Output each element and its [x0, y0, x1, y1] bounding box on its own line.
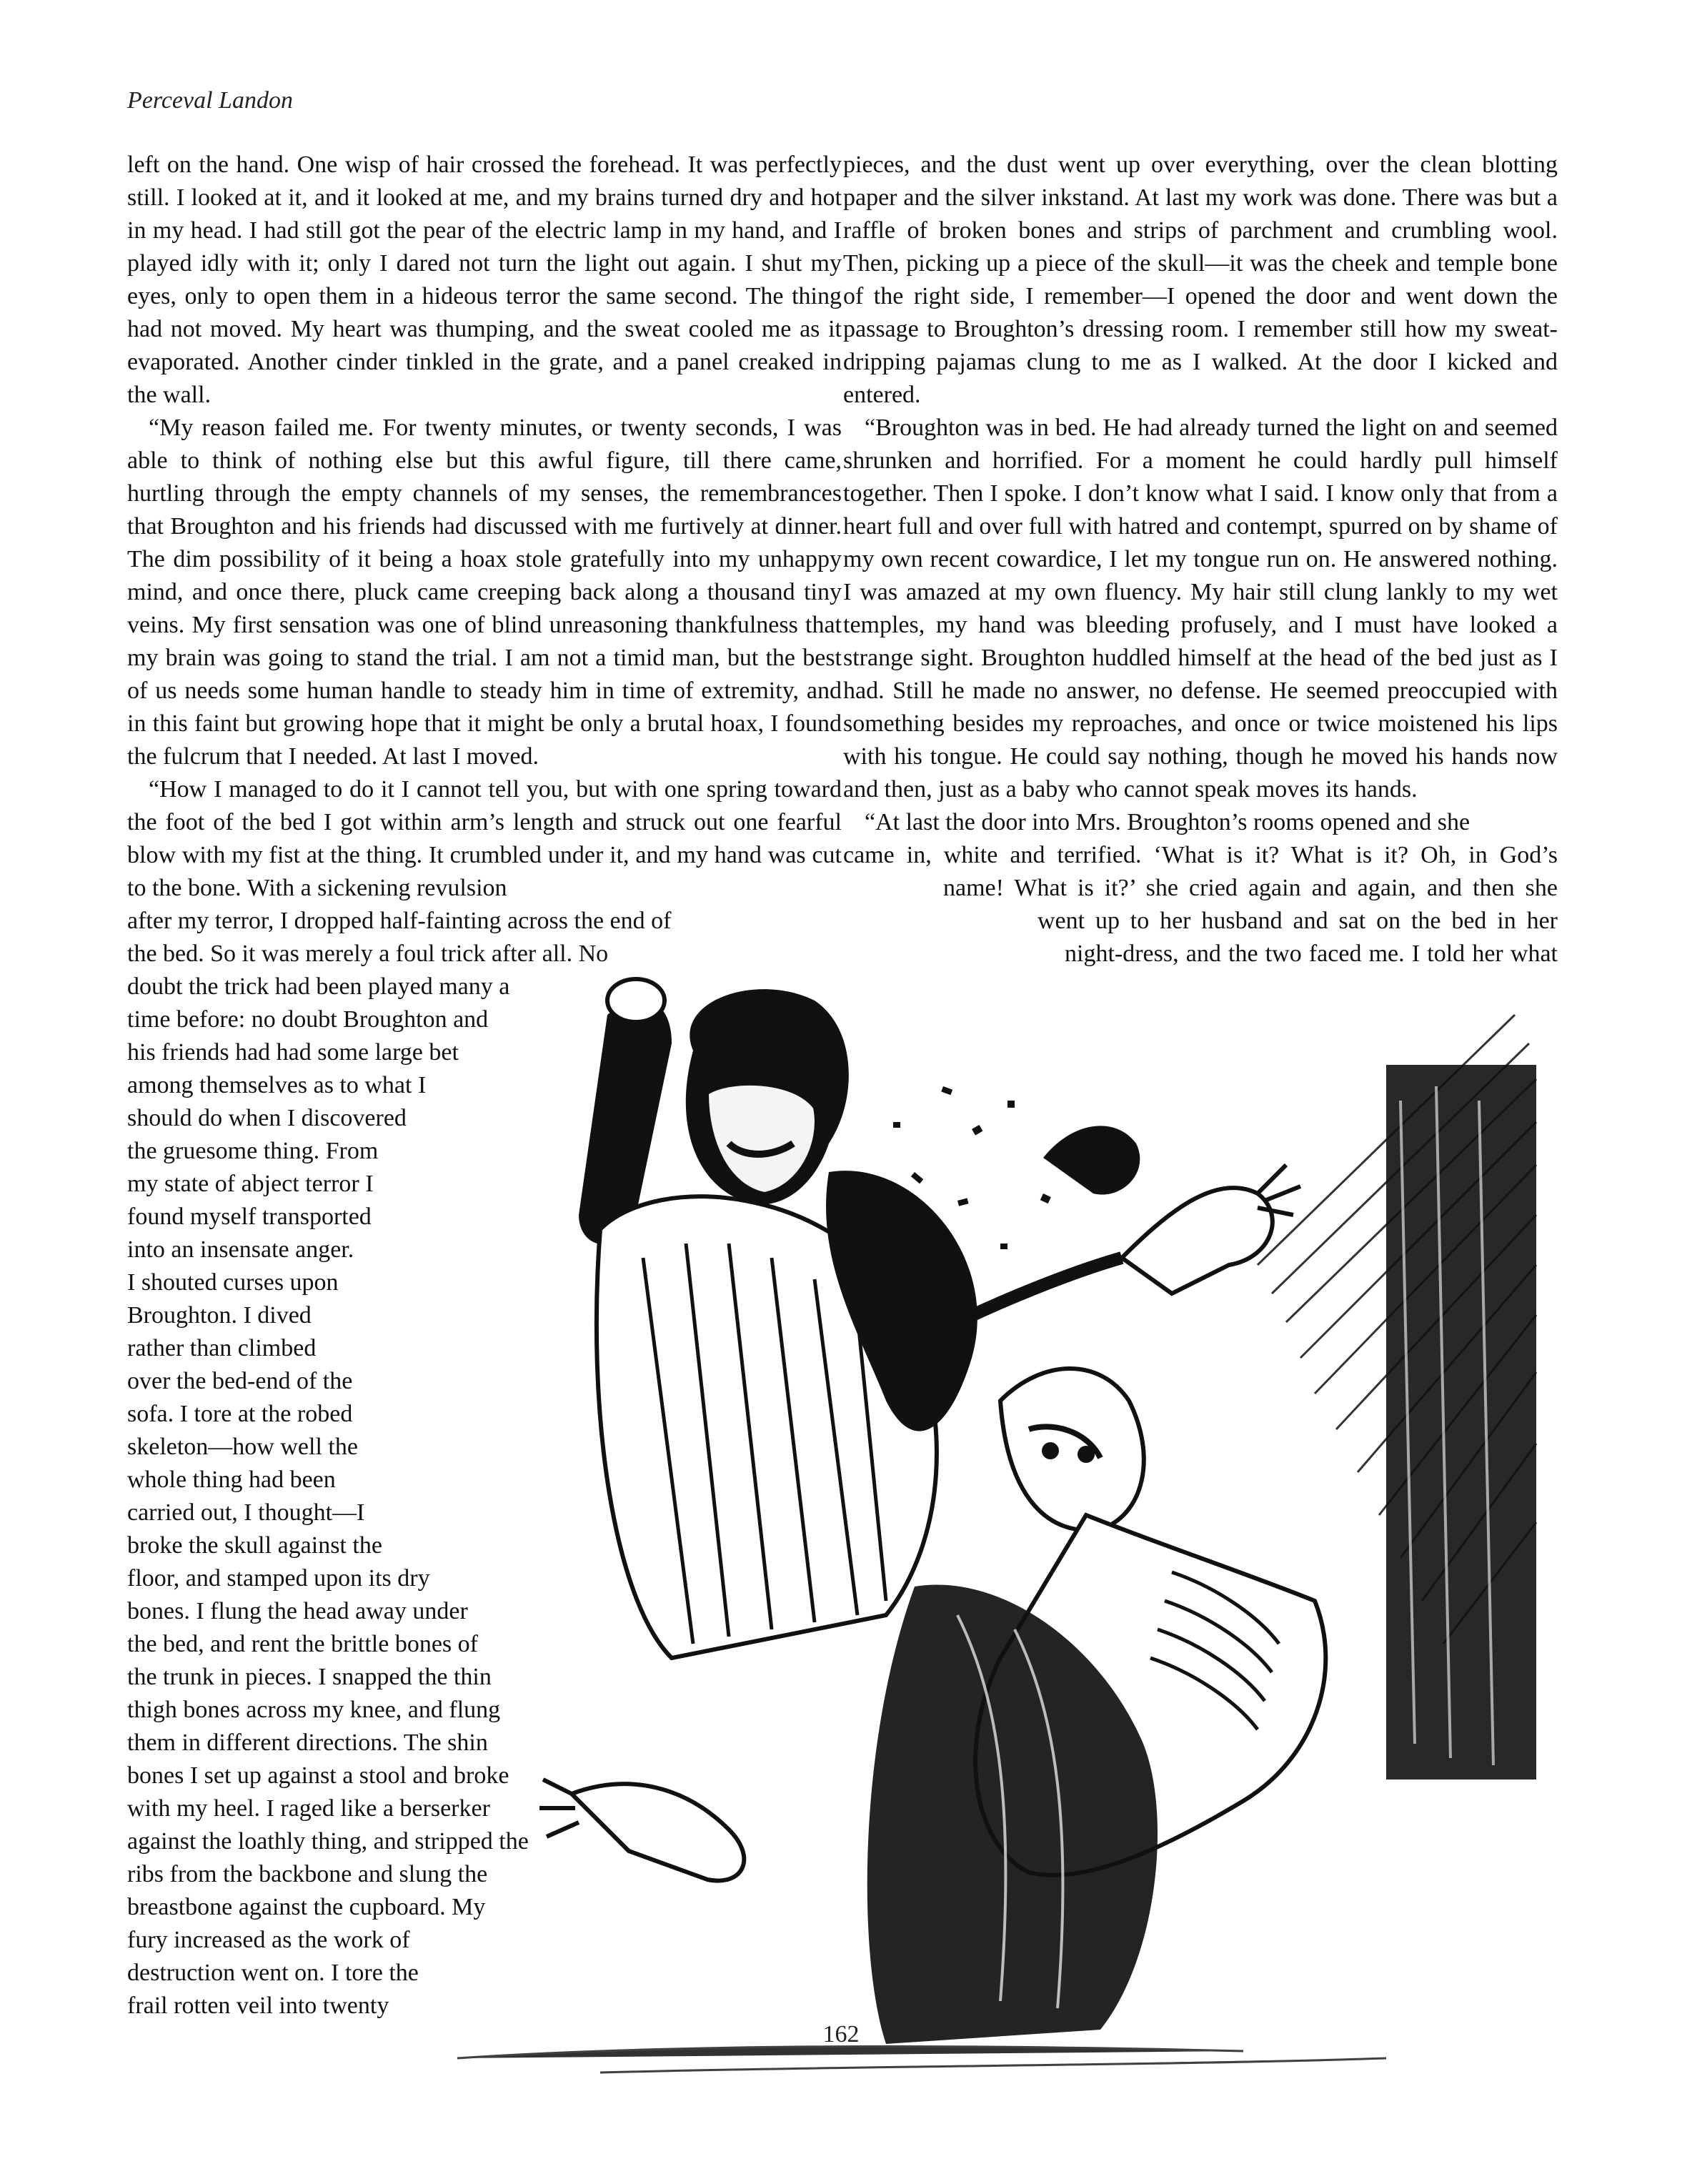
text-line: his friends had had some large bet: [127, 1039, 459, 1066]
right-paragraph-3-intro: “At last the door into Mrs. Broughton’s rooms opened and she: [865, 809, 1470, 835]
left-paragraph-1: left on the hand. One wisp of hair crossed the forehead. It was perfectly still. I looked at it, and it looked at me, and my brains turned dry and hot in my head. I had still got the pear of the electric lamp in my hand, and I played idly with it; only I dared not turn the light out again. I shut my eyes, only to open them in a hideous terror the same second. The thing had not moved. My heart was thumping, and the sweat cooled me as it evaporated. Another cinder tinkled in the grate, and a panel creaked in the wall.: [127, 152, 842, 408]
text-line: the trunk in pieces. I snapped the thin: [127, 1664, 492, 1690]
text-line: breastbone against the cupboard. My: [127, 1894, 486, 1920]
text-line: bones. I flung the head away under: [127, 1598, 468, 1624]
text-line: destruction went on. I tore the: [127, 1960, 419, 1986]
right-wrapped-lines: [843, 839, 1558, 971]
left-paragraph-3-intro: “How I managed to do it I cannot tell you, but with one spring toward the foot of the bed I got within arm’s length and struck out one fearful blow with my fist at the thing. It crumbled under it, and my hand was cut to the bone. With a sickening revulsion: [127, 776, 842, 901]
text-line: sofa. I tore at the robed: [127, 1401, 353, 1427]
text-line: bones I set up against a stool and broke: [127, 1762, 509, 1789]
text-line: rather than climbed: [127, 1335, 317, 1361]
text-line: my state of abject terror I: [127, 1171, 374, 1197]
left-paragraph-2: “My reason failed me. For twenty minutes, or twenty seconds, I was able to think of nothing else but this awful figure, till there came, hurtling through the empty channels of my senses, the remembrances that Broughton and his friends had discussed with me furtively at dinner. The dim possibility of it being a hoax stole gratefully into my unhappy mind, and once there, pluck came creeping back along a thousand tiny veins. My first sensation was one of blind unreasoning thankfulness that my brain was going to stand the trial. I am not a timid man, but the best of us needs some human handle to steady him in time of extremity, and in this faint but growing hope that it might be only a brutal hoax, I found the fulcrum that I needed. At last I moved.: [127, 415, 842, 770]
text-line: broke the skull against the: [127, 1532, 382, 1559]
running-header: Perceval Landon: [127, 87, 293, 114]
text-line: came in, white and terrified. ‘What is it? What is it? Oh, in God’s: [843, 842, 1558, 868]
text-line: thigh bones across my knee, and flung: [127, 1697, 501, 1723]
text-line: went up to her husband and sat on the bed in her: [1037, 908, 1558, 934]
text-line: should do when I discovered: [127, 1105, 407, 1131]
text-line: over the bed-end of the: [127, 1368, 353, 1394]
text-line: Broughton. I dived: [127, 1302, 312, 1329]
text-line: night-dress, and the two faced me. I told her what: [1065, 940, 1558, 967]
text-line: with my heel. I raged like a berserker: [127, 1795, 490, 1822]
text-line: the bed. So it was merely a foul trick after all. No: [127, 940, 609, 967]
text-line: into an insensate anger.: [127, 1236, 354, 1263]
text-line: whole thing had been: [127, 1466, 336, 1493]
ink-illustration-skeleton-struggle-icon: [457, 958, 1572, 2101]
text-line: frail rotten veil into twenty: [127, 1992, 389, 2019]
text-line: the gruesome thing. From: [127, 1138, 379, 1164]
text-line: doubt the trick had been played many a: [127, 973, 510, 1000]
text-line: carried out, I thought—I: [127, 1499, 365, 1526]
text-line: against the loathly thing, and stripped the: [127, 1828, 529, 1855]
page-number: 162: [822, 2021, 860, 2047]
text-line: after my terror, I dropped half-fainting across the end of: [127, 908, 672, 934]
text-line: them in different directions. The shin: [127, 1729, 488, 1756]
text-line: floor, and stamped upon its dry: [127, 1565, 430, 1592]
text-line: among themselves as to what I: [127, 1072, 427, 1098]
text-line: fury increased as the work of: [127, 1927, 410, 1953]
right-paragraph-1: pieces, and the dust went up over everything, over the clean blotting paper and the silver inkstand. At last my work was done. There was but a raffle of broken bones and strips of parchment and crumbling wool. Then, picking up a piece of the skull—it was the cheek and temple bone of the right side, I remember—I opened the door and went down the passage to Broughton’s dressing room. I remember still how my sweat-dripping pajamas clung to me as I walked. At the door I kicked and entered.: [843, 152, 1558, 408]
text-line: name! What is it?’ she cried again and again, and then she: [943, 875, 1558, 901]
text-line: time before: no doubt Broughton and: [127, 1006, 489, 1033]
text-line: ribs from the backbone and slung the: [127, 1861, 488, 1887]
right-column: [843, 149, 1558, 971]
right-paragraph-2: “Broughton was in bed. He had already turned the light on and seemed shrunken and horrified. For a moment he could hardly pull himself together. Then I spoke. I don’t know what I said. I know only that from a heart full and over full with hatred and contempt, spurred on by shame of my own recent cowardice, I let my tongue run on. He answered nothing. I was amazed at my own fluency. My hair still clung lankly to my wet temples, my hand was bleeding profusely, and I must have looked a strange sight. Broughton huddled himself at the head of the bed just as I had. Still he made no answer, no defense. He seemed preoccupied with something besides my reproaches, and once or twice moistened his lips with his tongue. He could say nothing, though he moved his hands now and then, just as a baby who cannot speak moves its hands.: [843, 415, 1558, 803]
text-line: the bed, and rent the brittle bones of: [127, 1631, 478, 1657]
text-line: I shouted curses upon: [127, 1269, 339, 1296]
text-line: found myself transported: [127, 1203, 372, 1230]
text-line: skeleton—how well the: [127, 1434, 358, 1460]
